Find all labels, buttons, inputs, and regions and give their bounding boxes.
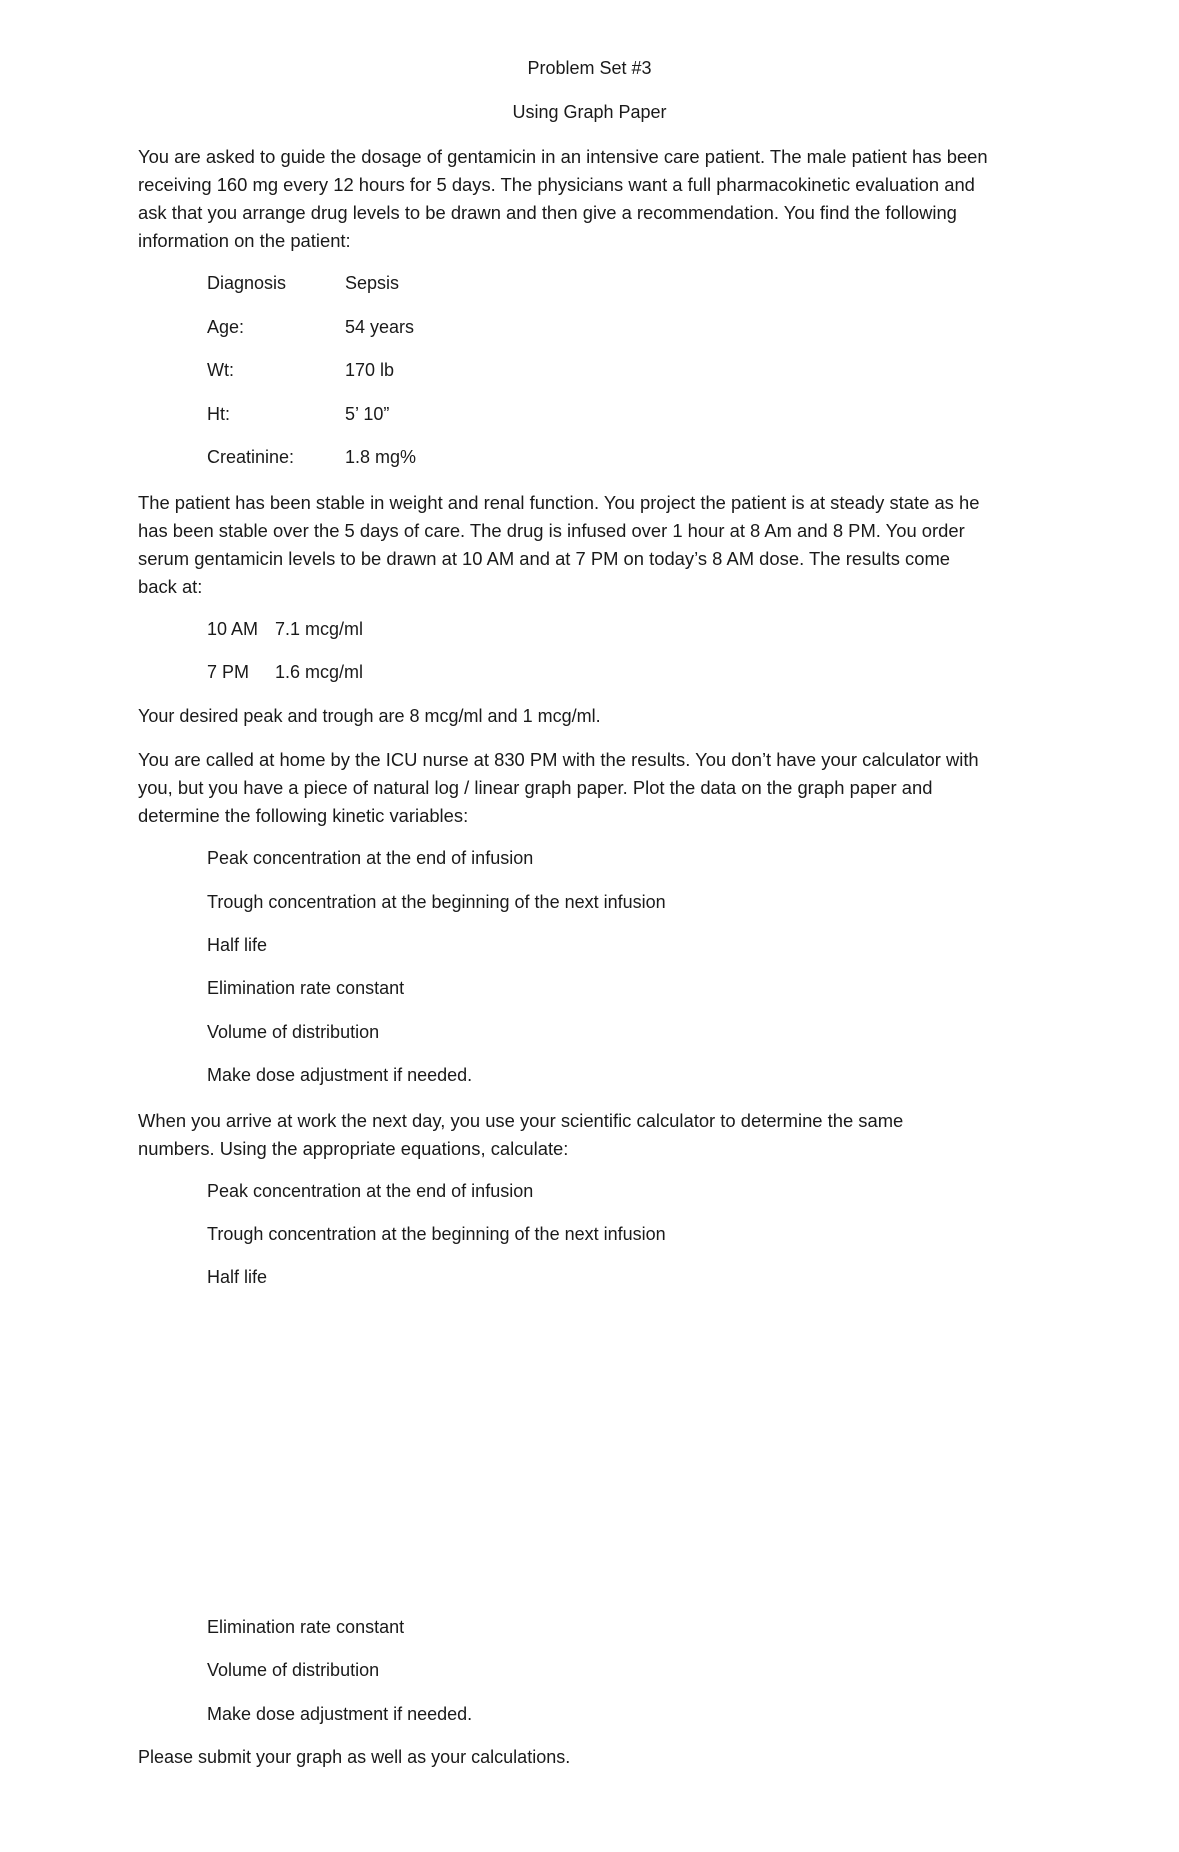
graph-item: Volume of distribution [207,1022,380,1042]
graph-item: Elimination rate constant [207,978,405,998]
intro-line: receiving 160 mg every 12 hours for 5 days. The physicians want a full pharmacokinetic evaluation and [138,174,975,195]
graph-item: Half life [207,935,268,955]
intro-line: ask that you arrange drug levels to be drawn and then give a recommendation. You find the following [138,202,957,223]
calc-item: Half life [207,1267,268,1287]
desired-levels: Your desired peak and trough are 8 mcg/ml and 1 mcg/ml. [138,706,601,726]
graph-item: Peak concentration at the end of infusion [207,848,534,868]
stability-line: serum gentamicin levels to be drawn at 10 AM and at 7 PM on today’s 8 AM dose. The results come [138,548,950,569]
patient-info-label: Ht: [207,404,231,424]
result-level: 1.6 mcg/ml [275,662,364,682]
intro-line: information on the patient: [138,230,351,251]
page-title: Problem Set #3 [527,58,652,78]
patient-info-label: Diagnosis [207,273,287,293]
patient-info-label: Wt: [207,360,234,380]
intro-paragraph [138,143,1038,255]
calc-task-line: numbers. Using the appropriate equations, calculate: [138,1138,569,1159]
calc-item: Elimination rate constant [207,1617,405,1637]
calc-task-paragraph [138,1107,1038,1163]
calc-item: Make dose adjustment if needed. [207,1704,473,1724]
patient-info-value: 170 lb [345,360,395,380]
graph-task-line: you, but you have a piece of natural log / linear graph paper. Plot the data on the graph paper and [138,777,933,798]
patient-info-label: Age: [207,317,245,337]
graph-task-paragraph [138,746,1038,830]
stability-paragraph [138,489,1038,601]
patient-info-value: 1.8 mg% [345,447,417,467]
result-level: 7.1 mcg/ml [275,619,364,639]
graph-item: Make dose adjustment if needed. [207,1065,473,1085]
patient-info-value: 54 years [345,317,415,337]
patient-info-label: Creatinine: [207,447,295,467]
calc-item: Peak concentration at the end of infusion [207,1181,534,1201]
page-subtitle: Using Graph Paper [512,102,667,122]
stability-line: back at: [138,576,203,597]
calc-task-line: When you arrive at work the next day, you use your scientific calculator to determine the same [138,1110,904,1131]
calc-item: Trough concentration at the beginning of the next infusion [207,1224,666,1244]
calc-item: Volume of distribution [207,1660,380,1680]
graph-task-line: You are called at home by the ICU nurse at 830 PM with the results. You don’t have your calculator with [138,749,979,770]
patient-info-value: Sepsis [345,273,400,293]
patient-info-value: 5’ 10” [345,404,390,424]
result-time: 7 PM [207,662,250,682]
result-time: 10 AM [207,619,259,639]
stability-line: The patient has been stable in weight and renal function. You project the patient is at steady state as he [138,492,980,513]
intro-line: You are asked to guide the dosage of gentamicin in an intensive care patient. The male patient has been [138,146,988,167]
stability-line: has been stable over the 5 days of care. The drug is infused over 1 hour at 8 Am and 8 PM. You order [138,520,965,541]
graph-item: Trough concentration at the beginning of the next infusion [207,892,666,912]
closing-instruction: Please submit your graph as well as your calculations. [138,1747,571,1767]
graph-task-line: determine the following kinetic variables: [138,805,469,826]
